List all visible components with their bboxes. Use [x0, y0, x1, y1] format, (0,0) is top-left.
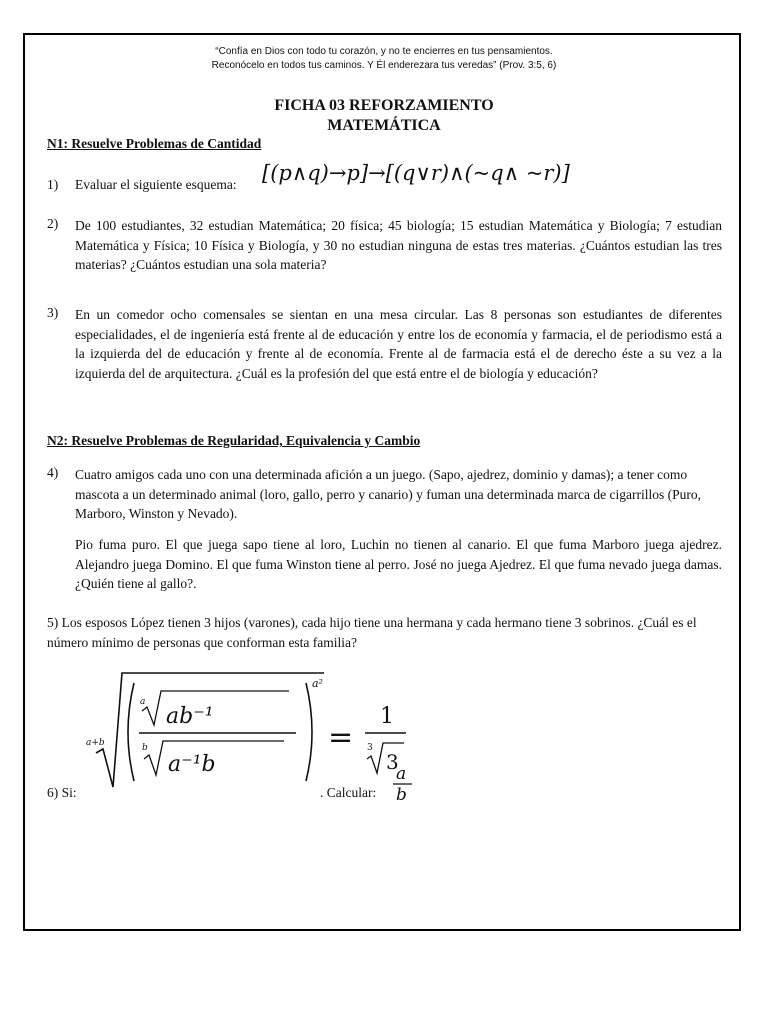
- denominator-root-index: b: [142, 743, 148, 753]
- problem-4-number: 4): [47, 465, 59, 480]
- section-n1-heading: N1: Resuelve Problemas de Cantidad: [47, 136, 262, 151]
- problem-6-ask-fraction: [388, 763, 418, 803]
- rhs-root-index: 3: [367, 743, 373, 753]
- outer-exponent: a²: [312, 677, 323, 690]
- denominator-radicand: a⁻¹b: [168, 752, 216, 777]
- ask-denominator: b: [396, 785, 407, 803]
- numerator-root-index: a: [140, 697, 146, 707]
- page-title: FICHA 03 REFORZAMIENTO: [274, 97, 494, 114]
- quote-line-2: Reconócelo en todos tus caminos. Y Él enderezara tus veredas” (Prov. 3:5, 6): [211, 60, 557, 71]
- problem-2-number: 2): [47, 216, 59, 231]
- numerator-radicand: ab⁻¹: [166, 704, 214, 729]
- right-parenthesis: [306, 683, 312, 781]
- equals-sign: =: [328, 720, 354, 755]
- ask-numerator: a: [396, 764, 407, 784]
- quote-line-1: “Confía en Dios con todo tu corazón, y no te encierres en tus pensamientos.: [215, 46, 553, 57]
- problem-4-text-b: Pio fuma puro. El que juega sapo tiene al loro, Luchin no tienen al canario. El que fuma Marboro juega ajedrez. Alejandro juega Domino. El que fuma Winston tiene al perro. José no juega Ajedrez. El que fuma nevado juega damas. ¿Quién tiene al gallo?.: [75, 537, 722, 591]
- rhs-radicand: 3: [386, 750, 399, 774]
- problem-3-text: En un comedor ocho comensales se sientan en una mesa circular. Las 8 personas son estudiantes de diferentes especialidades, el de ingeniería está frente al de educación y entre los de economía y farmacia, el de periodismo está a la izquierda del de educación y frente al de economía. Frente al de farmacia está el de derecho éste a su vez a la izquierda del de arquitectura. ¿Cuál es la profesión del que está entre el de biología y educación?: [75, 307, 722, 381]
- section-n2-heading: N2: Resuelve Problemas de Regularidad, Equivalencia y Cambio: [47, 433, 421, 448]
- problem-6-prefix: 6) Si:: [47, 785, 77, 800]
- problem-6-suffix: . Calcular:: [320, 785, 377, 800]
- problem-1-text: Evaluar el siguiente esquema:: [75, 177, 237, 192]
- problem-4-text-a: Cuatro amigos cada uno con una determinada afición a un juego. (Sapo, ajedrez, dominio y damas); a tener como mascota a un determinado animal (loro, gallo, perro y canario) y fuman una determinada marca de cigarrillos (Puro, Marboro, Winston y Nevado).: [75, 467, 702, 521]
- page-subtitle: MATEMÁTICA: [327, 117, 441, 134]
- problem-3-number: 3): [47, 305, 59, 320]
- numerator-radical-sign: [142, 691, 289, 725]
- problem-2-text: De 100 estudiantes, 32 estudian Matemática; 20 física; 45 biología; 15 estudian Matemática y Biología; 7 estudian Matemática y Física; 10 Física y Biología, y 30 no estudian ninguna de estas tres materias. ¿Cuántos estudian las tres materias? ¿Cuántos estudian una sola materia?: [75, 218, 722, 272]
- outer-root-index: a+b: [86, 738, 105, 748]
- problem-1-number: 1): [47, 177, 59, 192]
- problem-1-formula: [(p∧q)→p]→[(q∨r)∧(~q∧ ~r)]: [262, 161, 570, 185]
- problem-5-text: 5) Los esposos López tienen 3 hijos (varones), cada hijo tiene una hermana y cada hermano tiene 3 sobrinos. ¿Cuál es el número mínimo de personas que conforman esta familia?: [47, 615, 697, 650]
- rhs-numerator: 1: [380, 704, 394, 729]
- left-parenthesis: [128, 683, 134, 781]
